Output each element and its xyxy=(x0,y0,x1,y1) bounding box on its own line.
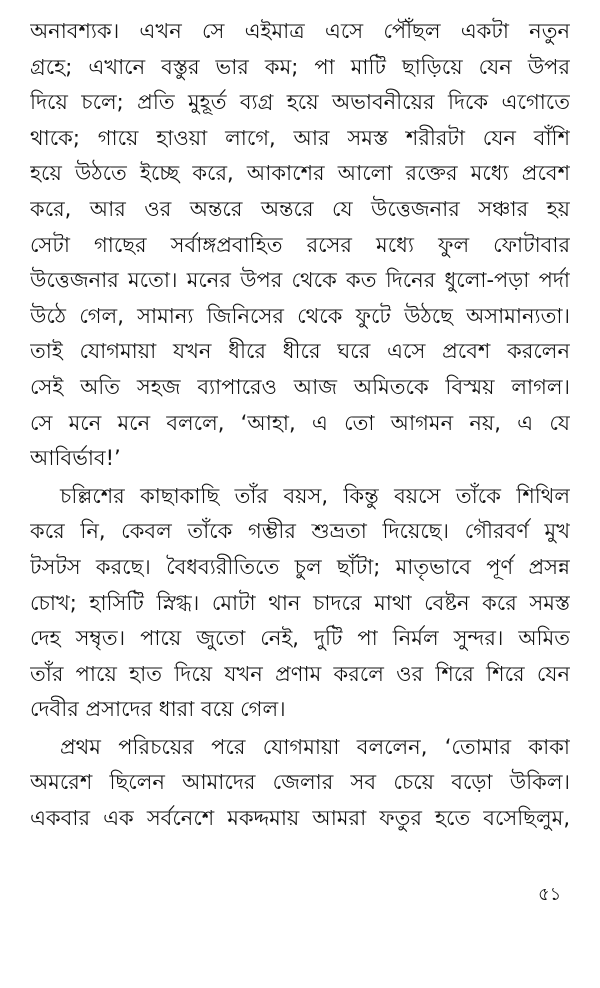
text-line: উঠে গেল, সামান্য জিনিসের থেকে ফুটে উঠছে অসামান্যতা। xyxy=(30,303,570,328)
text-line: তাই যোগমায়া যখন ধীরে ধীরে ঘরে এসে প্রবেশ করলেন xyxy=(30,339,570,364)
text-line: টসটস করছে। বৈধব্যরীতিতে চুল ছাঁটা; মাতৃভাবে পূর্ণ প্রসন্ন xyxy=(30,554,570,579)
text-line: চোখ; হাসিটি স্নিগ্ধ। মোটা থান চাদরে মাথা বেষ্টন করে সমস্ত xyxy=(30,590,570,615)
text-line: সেটা গাছের সর্বাঙ্গপ্রবাহিত রসের মধ্যে ফুল ফোটাবার xyxy=(30,232,570,257)
paragraph xyxy=(30,730,570,837)
text-line: থাকে; গায়ে হাওয়া লাগে, আর সমস্ত শরীরটা যেন বাঁশি xyxy=(30,125,570,150)
text-line: করে নি, কেবল তাঁকে গম্ভীর শুভ্রতা দিয়েছে। গৌরবর্ণ মুখ xyxy=(30,519,570,544)
page-number: ৫১ xyxy=(538,884,562,905)
text-line: সেই অতি সহজ ব্যাপারেও আজ অমিতকে বিস্ময় লাগল। xyxy=(30,374,570,399)
text-line: দেহ সম্বৃত। পায়ে জুতো নেই, দুটি পা নির্মল সুন্দর। অমিত xyxy=(30,626,570,651)
text-line: সে মনে মনে বললে, ‘আহা, এ তো আগমন নয়, এ যে xyxy=(30,410,570,435)
text-line: একবার এক সর্বনেশে মকদ্দমায় আমরা ফতুর হতে বসেছিলুম, xyxy=(30,806,570,831)
text-line: চল্লিশের কাছাকাছি তাঁর বয়স, কিন্তু বয়সে তাঁকে শিথিল xyxy=(60,483,570,508)
text-line: দেবীর প্রসাদের ধারা বয়ে গেল। xyxy=(30,697,286,722)
text-line: অনাবশ্যক। এখন সে এইমাত্র এসে পৌঁছল একটা নতুন xyxy=(30,19,570,43)
text-line: হয়ে উঠতে ইচ্ছে করে, আকাশের আলো রক্তের মধ্যে প্রবেশ xyxy=(30,161,570,186)
text-line: গ্রহে; এখানে বস্তুর ভার কম; পা মাটি ছাড়িয়ে যেন উপর xyxy=(30,54,570,79)
text-line: তাঁর পায়ে হাত দিয়ে যখন প্রণাম করলে ওর শিরে শিরে যেন xyxy=(30,661,570,686)
text-line: করে, আর ওর অন্তরে অন্তরে যে উত্তেজনার সঞ্চার হয় xyxy=(30,196,570,221)
text-line: প্রথম পরিচয়ের পরে যোগমায়া বললেন, ‘তোমার কাকা xyxy=(60,734,570,759)
text-line: আবির্ভাব!’ xyxy=(30,446,121,471)
paragraph xyxy=(30,14,570,477)
text-line: অমরেশ ছিলেন আমাদের জেলার সব চেয়ে বড়ো উকিল। xyxy=(30,770,570,795)
text-line: দিয়ে চলে; প্রতি মুহূর্ত ব্যগ্র হয়ে অভাবনীয়ের দিকে এগোতে xyxy=(30,90,570,115)
text-line: উত্তেজনার মতো। মনের উপর থেকে কত দিনের ধুলো-পড়া পর্দা xyxy=(30,268,570,293)
paragraph xyxy=(30,479,570,728)
book-page-text xyxy=(30,14,570,837)
